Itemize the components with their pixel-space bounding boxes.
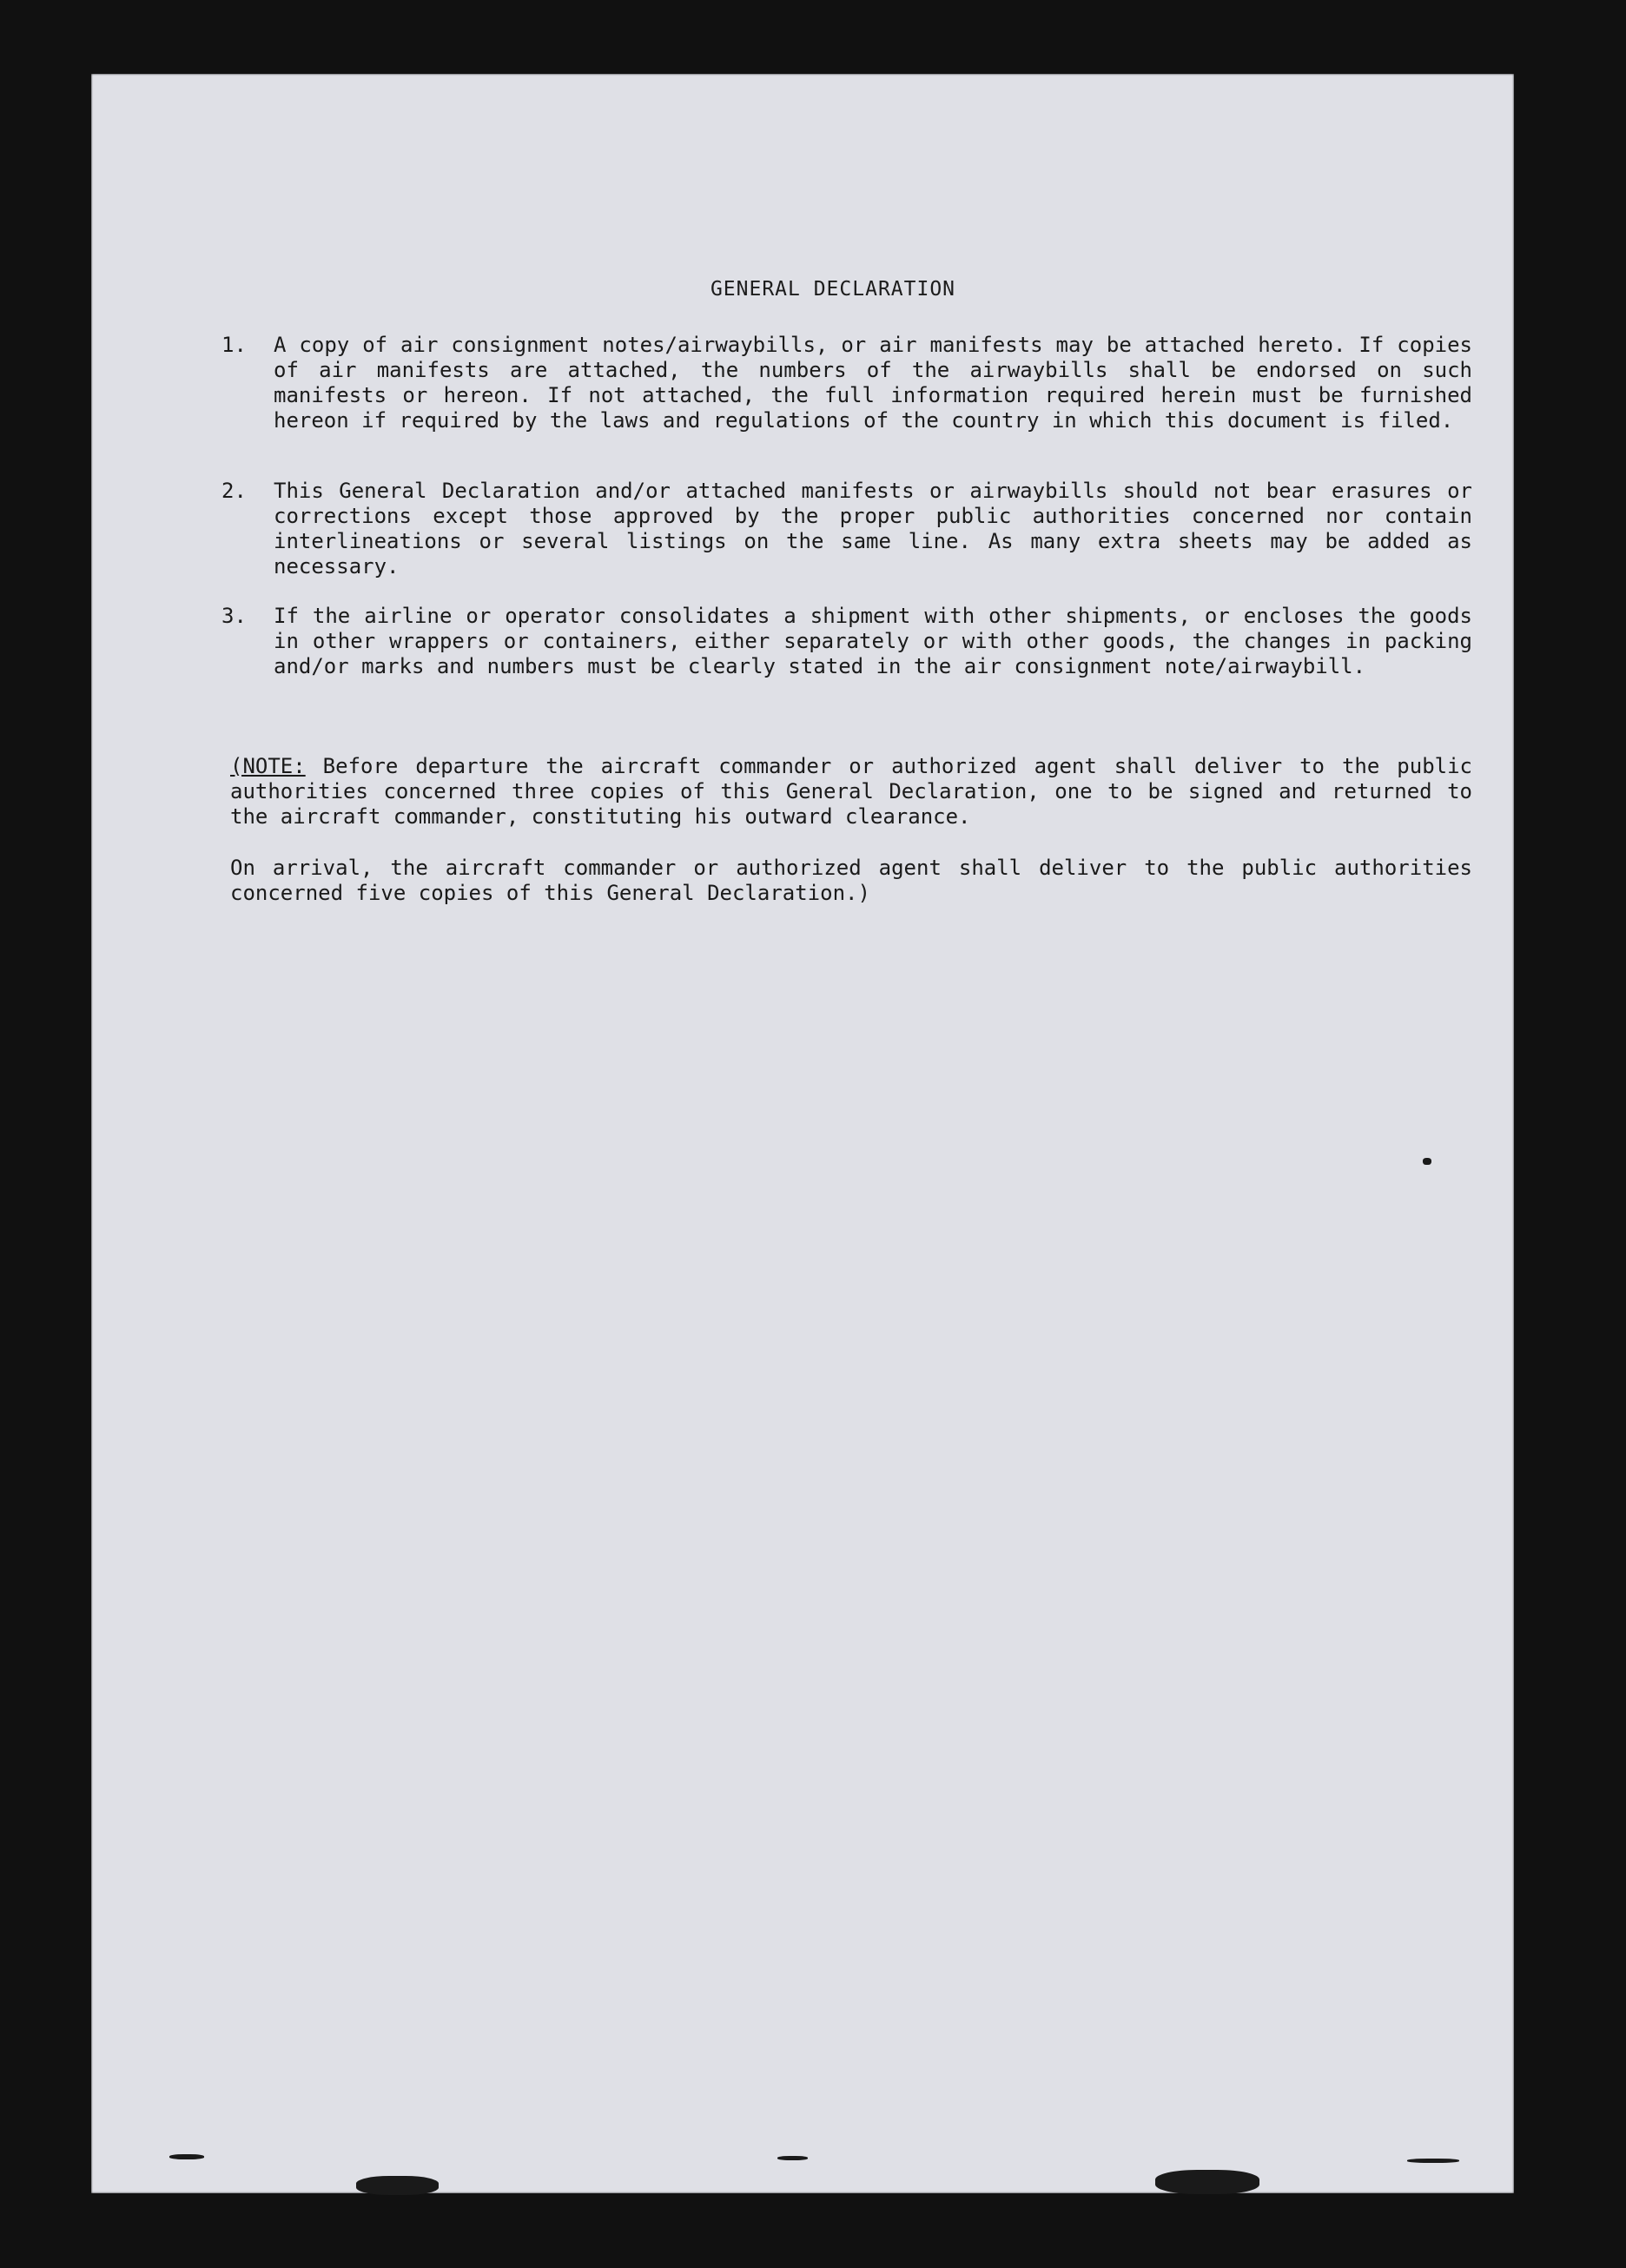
scan-speck [169,2154,204,2159]
clause-2 [221,479,1472,579]
clause-number: 2. [221,479,247,503]
clause-1 [221,333,1472,433]
clause-text: If the airline or operator consolidates a shipment with other shipments, or encloses the goods in other wrappers or containers, either separately or with other goods, the changes in packing and/or marks and numbers must be clearly stated in the air consignment note/airwaybill. [274,604,1472,678]
document-title: GENERAL DECLARATION [710,278,956,301]
document-page [91,74,1514,2193]
scan-speck [1423,1158,1431,1165]
note-departure-text: Before departure the aircraft commander or authorized agent shall deliver to the public authorities concerned three copies of this General Declaration, one to be signed and returned to the aircraft commander, constituting his outward clearance. [230,754,1472,829]
scan-speck [1407,2159,1459,2163]
clause-number: 1. [221,333,247,357]
clause-3 [221,604,1472,679]
scan-speck [356,2176,439,2195]
note-label: (NOTE: [230,754,306,778]
scan-speck [777,2156,808,2160]
clause-text: This General Declaration and/or attached manifests or airwaybills should not bear erasures or corrections except those approved by the proper public authorities concerned nor contain interlineations or several listings on the same line. As many extra sheets may be added as necessary. [274,479,1472,579]
note-departure [230,754,1472,830]
clause-text: A copy of air consignment notes/airwaybills, or air manifests may be attached hereto. If copies of air manifests are attached, the numbers of the airwaybills shall be endorsed on such manifests or hereon. If not attached, the full information required herein must be furnished hereon if required by the laws and regulations of the country in which this document is filed. [274,333,1472,433]
clause-number: 3. [221,604,247,628]
scan-speck [1155,2170,1259,2194]
note-arrival: On arrival, the aircraft commander or authorized agent shall deliver to the public authorities concerned five copies of this General Declaration.) [230,856,1472,905]
